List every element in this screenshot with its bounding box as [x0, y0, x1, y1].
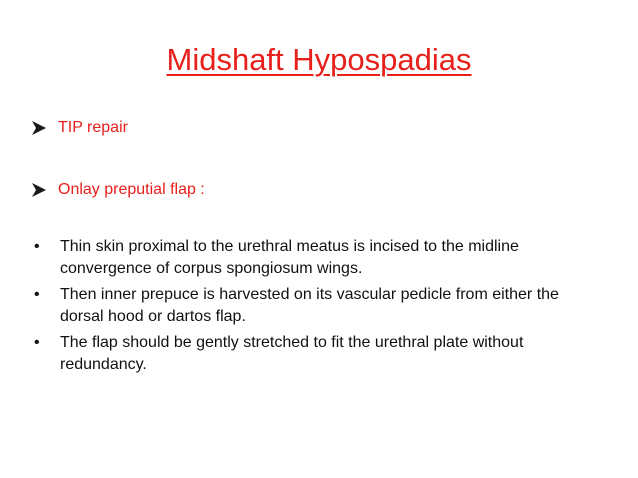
bullet-dot: • [34, 286, 40, 303]
list-item [34, 284, 604, 328]
arrowhead-bullet-icon [30, 117, 48, 139]
bullet-list [34, 236, 604, 380]
bullet-text: The flap should be gently stretched to fit the urethral plate without redundancy. [60, 334, 524, 373]
arrowhead-bullet-icon [30, 179, 48, 201]
arrow-item-tip-repair [30, 117, 128, 139]
list-item [34, 332, 604, 376]
slide-title: Midshaft Hypospadias [166, 42, 472, 77]
bullet-text: Then inner prepuce is harvested on its vascular pedicle from either the dorsal hood or dartos flap. [60, 286, 559, 325]
arrow-item-label: Onlay preputial flap : [58, 181, 205, 198]
bullet-dot: • [34, 238, 40, 255]
bullet-text: Thin skin proximal to the urethral meatus is incised to the midline convergence of corpus spongiosum wings. [60, 238, 519, 277]
list-item [34, 236, 604, 280]
arrow-item-onlay-flap [30, 179, 205, 201]
bullet-dot: • [34, 334, 40, 351]
arrow-item-label: TIP repair [58, 119, 128, 136]
